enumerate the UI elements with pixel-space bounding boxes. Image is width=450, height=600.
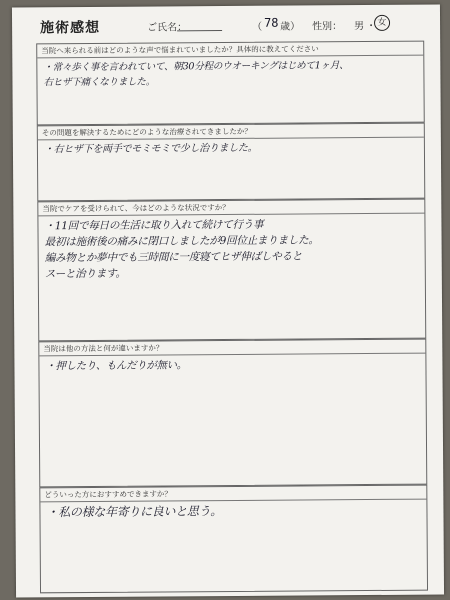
question-section-5	[39, 485, 428, 594]
form-header	[12, 5, 440, 42]
question-text: 当院は他の方法と何が違いますか？	[39, 340, 425, 357]
answer-area	[38, 214, 424, 285]
answer-line: 右ヒザ下痛くなりました。	[43, 76, 156, 89]
answer-line: 最初は施術後の痛みに閉口しましたが9回位止まりました。	[44, 234, 319, 249]
gender-male-option: 男	[354, 21, 365, 33]
question-section-3	[37, 199, 426, 342]
answer-line: スーと治ります。	[44, 267, 126, 281]
question-section-1	[36, 41, 425, 126]
name-field-line	[177, 30, 222, 31]
question-section-2	[37, 123, 426, 202]
question-text: 当院へ来られる前はどのような声で悩まれていましたか？具体的に教えてください	[37, 42, 423, 59]
age-unit: 歳）	[280, 21, 301, 33]
gender-label: 性別：	[312, 21, 343, 33]
answer-line: 編み物とか夢中でも三時間に一度寝てヒザ伸ばしやると	[44, 250, 303, 265]
answer-line: ・右ヒザ下を両手でモミモミで少し治りました。	[43, 142, 258, 156]
answer-line: ・11回で毎日の生活に取り入れて続けて行う事	[44, 218, 264, 233]
question-text: その問題を解決するためにどのような治療されてきましたか？	[38, 124, 424, 141]
question-text: 当院でケアを受けられて、今はどのような状況ですか？	[38, 200, 424, 217]
answer-area	[39, 354, 425, 377]
gender-female-option-circled: 女	[374, 15, 390, 31]
answer-line: ・常々歩く事を言われていて、朝30分程のウオーキングはじめて1ヶ月、	[43, 60, 349, 74]
answer-line: ・押したり、もんだりが無い。	[45, 359, 187, 373]
feedback-form	[12, 5, 444, 598]
gender-separator: ・	[366, 20, 377, 33]
answer-area	[38, 138, 424, 161]
answer-line: ・私の様な年寄りに良いと思う。	[46, 504, 223, 520]
answer-area	[40, 500, 426, 524]
age-value: 78	[264, 15, 279, 30]
question-text: どういった方におすすめできますか？	[40, 486, 426, 503]
age-open-paren: （	[252, 21, 263, 33]
answer-area	[37, 56, 423, 93]
name-label: ご氏名：	[147, 22, 188, 34]
form-title: 施術感想	[40, 19, 101, 37]
question-section-4	[38, 339, 427, 488]
